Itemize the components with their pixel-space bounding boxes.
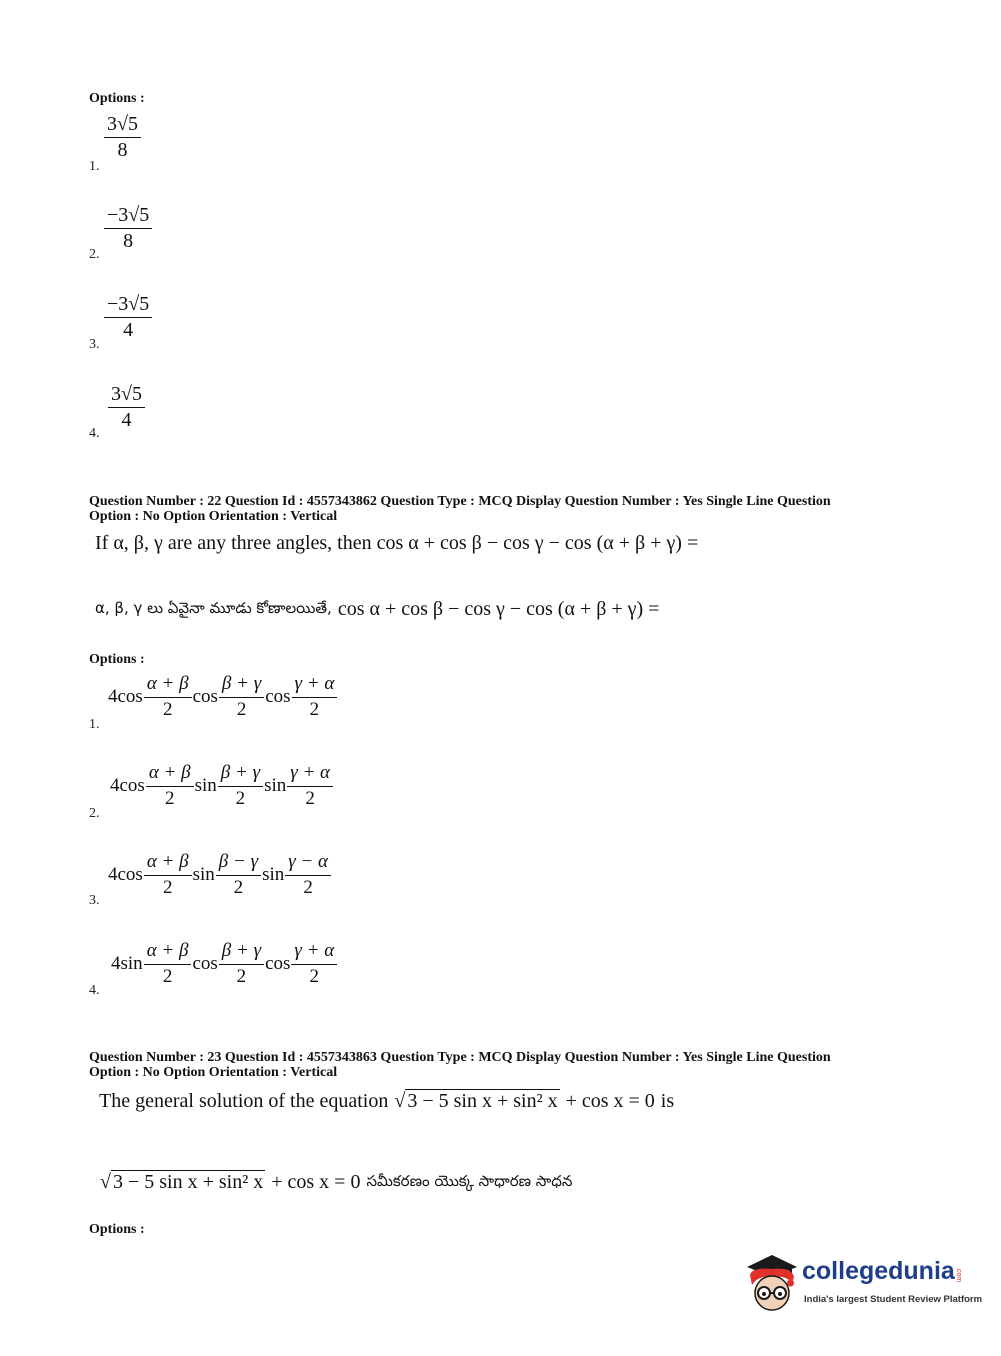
question-text-telugu xyxy=(95,598,659,621)
fraction-denominator: 2 xyxy=(309,699,320,720)
option-fraction xyxy=(108,382,145,432)
fraction-numerator: β + γ xyxy=(218,761,263,787)
question-prefix: The general solution of the equation xyxy=(99,1090,389,1112)
function-name: cos xyxy=(265,686,291,707)
collegedunia-logo[interactable] xyxy=(742,1253,983,1313)
logo-tagline: India's largest Student Review Platform xyxy=(804,1294,983,1305)
function-name: cos xyxy=(192,686,218,707)
fraction-numerator: γ + α xyxy=(287,761,333,787)
fraction xyxy=(292,672,338,722)
question-text-english xyxy=(99,1090,674,1113)
fraction-denominator: 2 xyxy=(309,966,320,987)
fraction xyxy=(285,850,331,900)
options-label: Options : xyxy=(89,91,145,106)
telugu-expression: cos α + cos β − cos γ − cos (α + β + γ) = xyxy=(337,598,660,620)
fraction xyxy=(219,939,264,989)
function-name: cos xyxy=(265,953,291,974)
fraction-denominator: 2 xyxy=(162,877,173,898)
option-number: 4. xyxy=(89,983,100,998)
fraction xyxy=(144,939,192,989)
option-number: 4. xyxy=(89,426,100,441)
mascot-icon xyxy=(742,1253,804,1313)
question-meta xyxy=(89,1050,889,1080)
coefficient: 4cos xyxy=(110,775,145,796)
fraction-denominator: 2 xyxy=(303,877,313,898)
option-fraction xyxy=(104,203,152,253)
question-suffix: is xyxy=(660,1090,675,1112)
fraction xyxy=(219,672,264,722)
telugu-text: సమీకరణం యొక్క సాధారణ సాధన xyxy=(366,1171,573,1190)
question-meta-line2: Option : No Option Orientation : Vertical xyxy=(89,509,338,524)
logo-wordmark: collegedunia xyxy=(802,1257,955,1285)
expression-suffix: + cos x = 0 xyxy=(271,1171,361,1193)
fraction-numerator: γ + α xyxy=(292,672,338,698)
fraction-numerator: α + β xyxy=(146,761,194,787)
function-name: sin xyxy=(262,864,285,885)
fraction-numerator: −3√5 xyxy=(104,203,152,229)
fraction xyxy=(146,761,194,811)
option-number: 1. xyxy=(89,159,100,174)
question-meta-line1: Question Number : 22 Question Id : 4557343862 Question Type : MCQ Display Question Number : Yes Single Line Question xyxy=(89,494,831,509)
option-expression xyxy=(107,672,337,722)
fraction-denominator: 2 xyxy=(162,966,173,987)
option-expression xyxy=(110,939,337,989)
radicand: 3 − 5 sin x + sin² x xyxy=(407,1090,558,1112)
option-number: 2. xyxy=(89,247,100,262)
option-item xyxy=(89,939,409,1004)
radical-expression: √ 3 − 5 sin x + sin² x xyxy=(394,1090,558,1112)
option-item xyxy=(89,850,409,915)
function-name: sin xyxy=(264,775,287,796)
fraction-numerator: γ + α xyxy=(291,939,337,965)
fraction-denominator: 2 xyxy=(162,699,173,720)
fraction xyxy=(287,761,333,811)
fraction-denominator: 8 xyxy=(123,230,134,252)
fraction-numerator: −3√5 xyxy=(104,292,152,318)
fraction-denominator: 8 xyxy=(117,139,128,161)
logo-dotcom: .com xyxy=(955,1267,962,1283)
option-expression xyxy=(107,850,331,900)
function-name: sin xyxy=(192,864,215,885)
question-meta-line1: Question Number : 23 Question Id : 4557343863 Question Type : MCQ Display Question Number : Yes Single Line Question xyxy=(89,1050,831,1065)
fraction-denominator: 2 xyxy=(235,788,246,809)
options-label: Options : xyxy=(89,652,145,667)
radical-expression: √ 3 − 5 sin x + sin² x xyxy=(100,1171,264,1193)
coefficient: 4sin xyxy=(111,953,143,974)
option-fraction xyxy=(104,292,152,342)
function-name: sin xyxy=(194,775,217,796)
fraction xyxy=(144,850,192,900)
fraction-denominator: 2 xyxy=(236,699,247,720)
radicand: 3 − 5 sin x + sin² x xyxy=(112,1171,264,1193)
fraction-numerator: β + γ xyxy=(219,672,264,698)
options-label: Options : xyxy=(89,1222,145,1237)
fraction-denominator: 2 xyxy=(236,966,247,987)
option-item xyxy=(89,761,409,826)
option-number: 2. xyxy=(89,806,100,821)
telugu-text: α, β, γ లు ఏవైనా మూడు కోణాలయితే, xyxy=(95,598,332,617)
function-name: cos xyxy=(192,953,218,974)
fraction-denominator: 4 xyxy=(121,409,132,431)
question-text-telugu xyxy=(100,1171,572,1194)
fraction xyxy=(218,761,263,811)
fraction-numerator: β − γ xyxy=(216,850,261,876)
expression-suffix: + cos x = 0 xyxy=(565,1090,655,1112)
fraction xyxy=(216,850,261,900)
option-number: 1. xyxy=(89,717,100,732)
coefficient: 4cos xyxy=(108,864,143,885)
coefficient: 4cos xyxy=(108,686,143,707)
fraction-numerator: α + β xyxy=(144,939,192,965)
fraction-numerator: γ − α xyxy=(285,850,331,876)
option-expression xyxy=(109,761,333,811)
fraction-numerator: α + β xyxy=(144,850,192,876)
fraction xyxy=(144,672,192,722)
option-fraction xyxy=(104,112,141,162)
fraction-denominator: 2 xyxy=(233,877,244,898)
question-meta-line2: Option : No Option Orientation : Vertical xyxy=(89,1065,338,1080)
fraction-numerator: α + β xyxy=(144,672,192,698)
fraction-numerator: β + γ xyxy=(219,939,264,965)
option-item xyxy=(89,672,409,737)
option-number: 3. xyxy=(89,337,100,352)
fraction-denominator: 2 xyxy=(305,788,315,809)
fraction xyxy=(291,939,337,989)
question-meta xyxy=(89,494,889,524)
fraction-numerator: 3√5 xyxy=(104,112,141,138)
fraction-denominator: 4 xyxy=(123,319,134,341)
fraction-denominator: 2 xyxy=(164,788,175,809)
option-number: 3. xyxy=(89,893,100,908)
fraction-numerator: 3√5 xyxy=(108,382,145,408)
question-text-english: If α, β, γ are any three angles, then cos α + cos β − cos γ − cos (α + β + γ) = xyxy=(95,532,699,554)
